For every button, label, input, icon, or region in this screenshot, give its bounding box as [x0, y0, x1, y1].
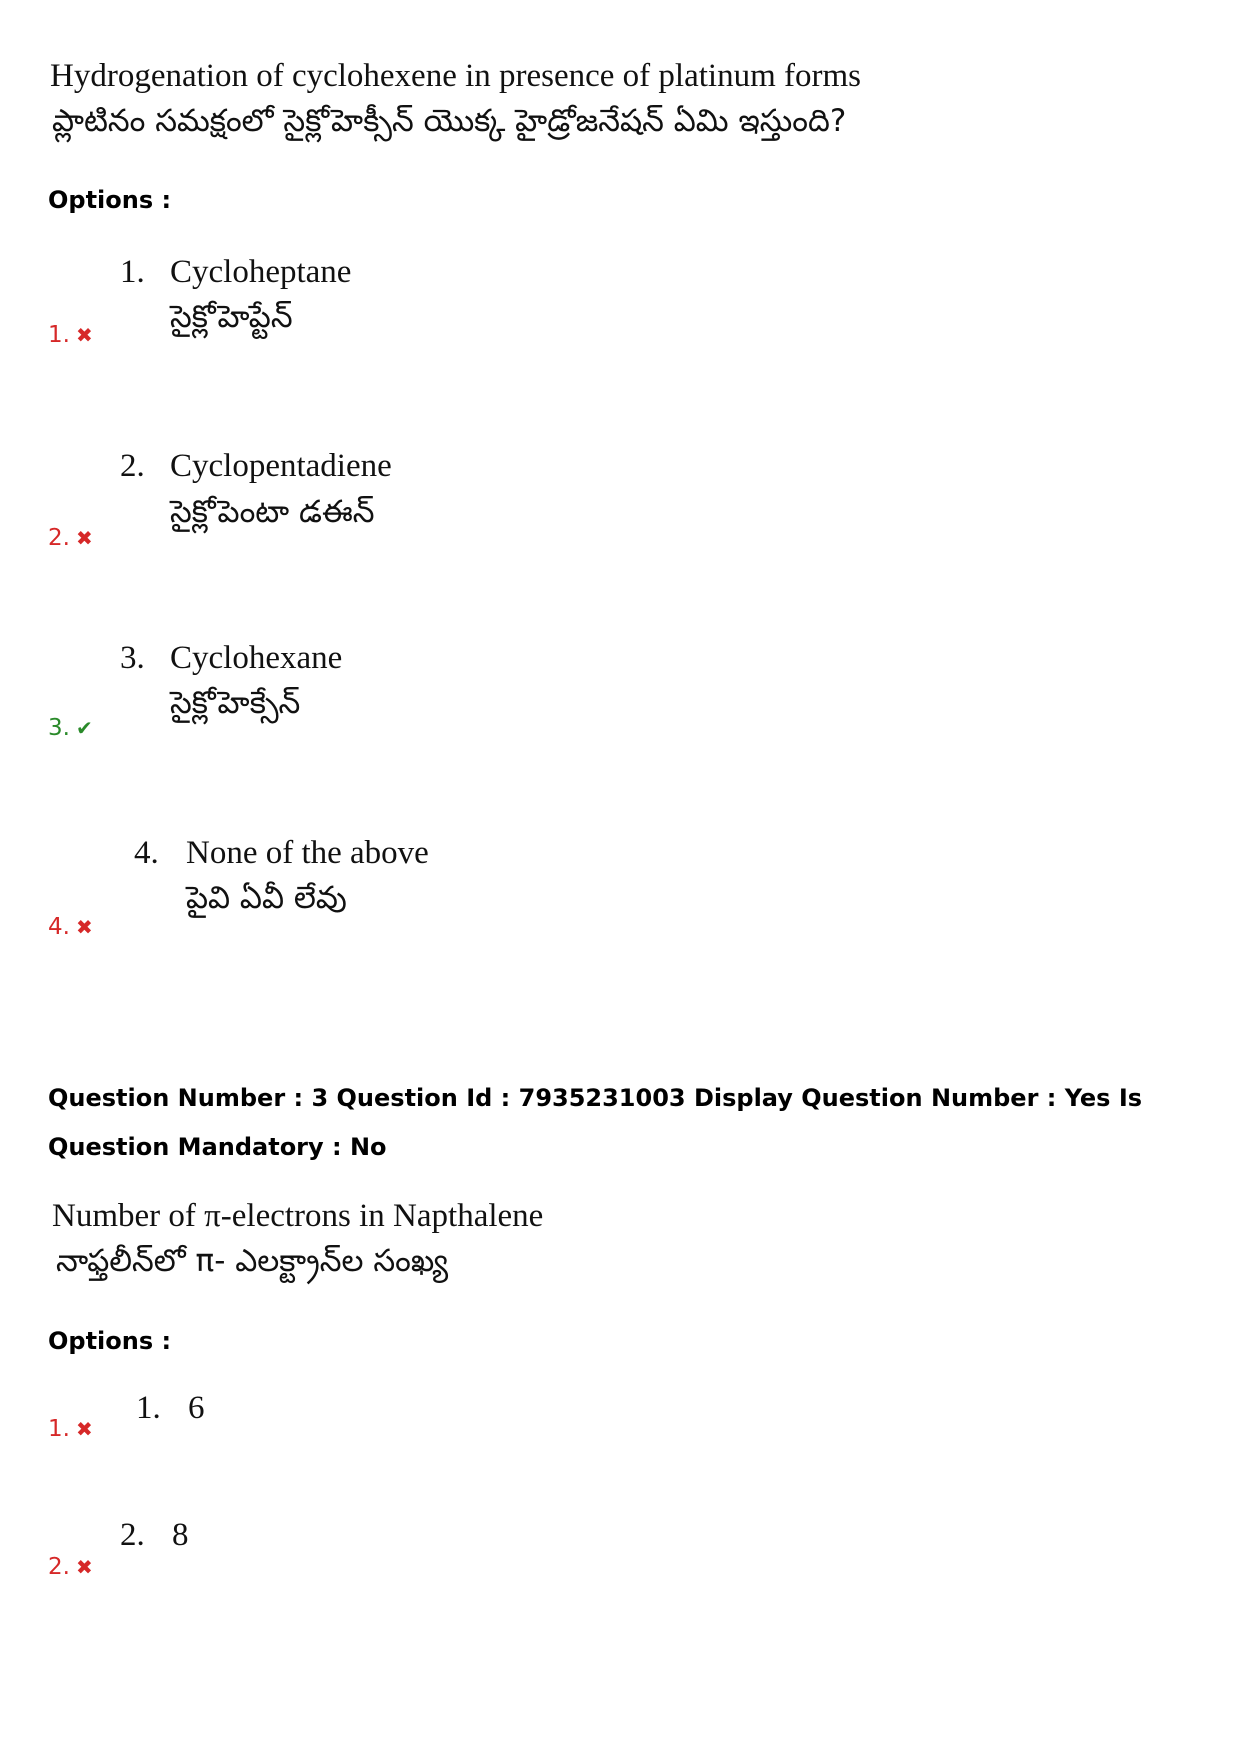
options-label: Options :: [48, 1327, 172, 1355]
option-marker-number: 1.: [48, 1416, 70, 1442]
option-text-en: Cyclohexane: [170, 640, 343, 676]
question-text-te: ప్లాటినం సమక్షంలో సైక్లోహెక్సీన్ యొక్క హైడ్రోజనేషన్ ఏమి ఇస్తుంది?: [52, 103, 847, 139]
option-marker: [48, 715, 93, 741]
option-text-en: None of the above: [186, 835, 429, 871]
option-marker: [48, 322, 93, 348]
option-text-te: పైవి ఏవీ లేవు: [186, 880, 347, 916]
question-text-en: Number of π-electrons in Napthalene: [52, 1198, 544, 1234]
option-marker: [48, 914, 93, 940]
options-label: Options :: [48, 186, 172, 214]
option-index: 2.: [120, 448, 145, 484]
option-index: 1.: [136, 1390, 161, 1426]
option-marker-number: 4.: [48, 914, 70, 940]
option-text-te: సైక్లోపెంటా డఈన్: [170, 494, 375, 530]
option-index: 3.: [120, 640, 145, 676]
wrong-cross-icon: ✖: [75, 526, 93, 550]
option-text-en: 6: [188, 1390, 205, 1426]
option-marker-number: 1.: [48, 322, 70, 348]
option-text-en: Cyclopentadiene: [170, 448, 392, 484]
option-marker-number: 2.: [48, 525, 70, 551]
option-marker: [48, 525, 93, 551]
question-text-te: నాఫ్తలీన్‌లో π- ఎలక్ట్రాన్‌ల సంఖ్య: [56, 1243, 449, 1279]
wrong-cross-icon: ✖: [75, 323, 93, 347]
option-index: 4.: [134, 835, 159, 871]
correct-check-icon: ✔: [75, 716, 93, 740]
option-marker: [48, 1554, 93, 1580]
wrong-cross-icon: ✖: [75, 1555, 93, 1579]
wrong-cross-icon: ✖: [75, 915, 93, 939]
option-text-te: సైక్లోహెక్సేన్: [170, 685, 301, 721]
option-marker-number: 3.: [48, 715, 70, 741]
wrong-cross-icon: ✖: [75, 1417, 93, 1441]
option-marker-number: 2.: [48, 1554, 70, 1580]
option-text-en: Cycloheptane: [170, 254, 352, 290]
option-index: 1.: [120, 254, 145, 290]
option-text-en: 8: [172, 1517, 189, 1553]
option-index: 2.: [120, 1517, 145, 1553]
option-marker: [48, 1416, 93, 1442]
question-meta: Question Number : 3 Question Id : 7935231003 Display Question Number : Yes Is Question Mandatory : No: [48, 1084, 1143, 1161]
question-text-en: Hydrogenation of cyclohexene in presence of platinum forms: [50, 58, 861, 94]
option-text-te: సైక్లోహెప్టేన్: [170, 299, 293, 335]
